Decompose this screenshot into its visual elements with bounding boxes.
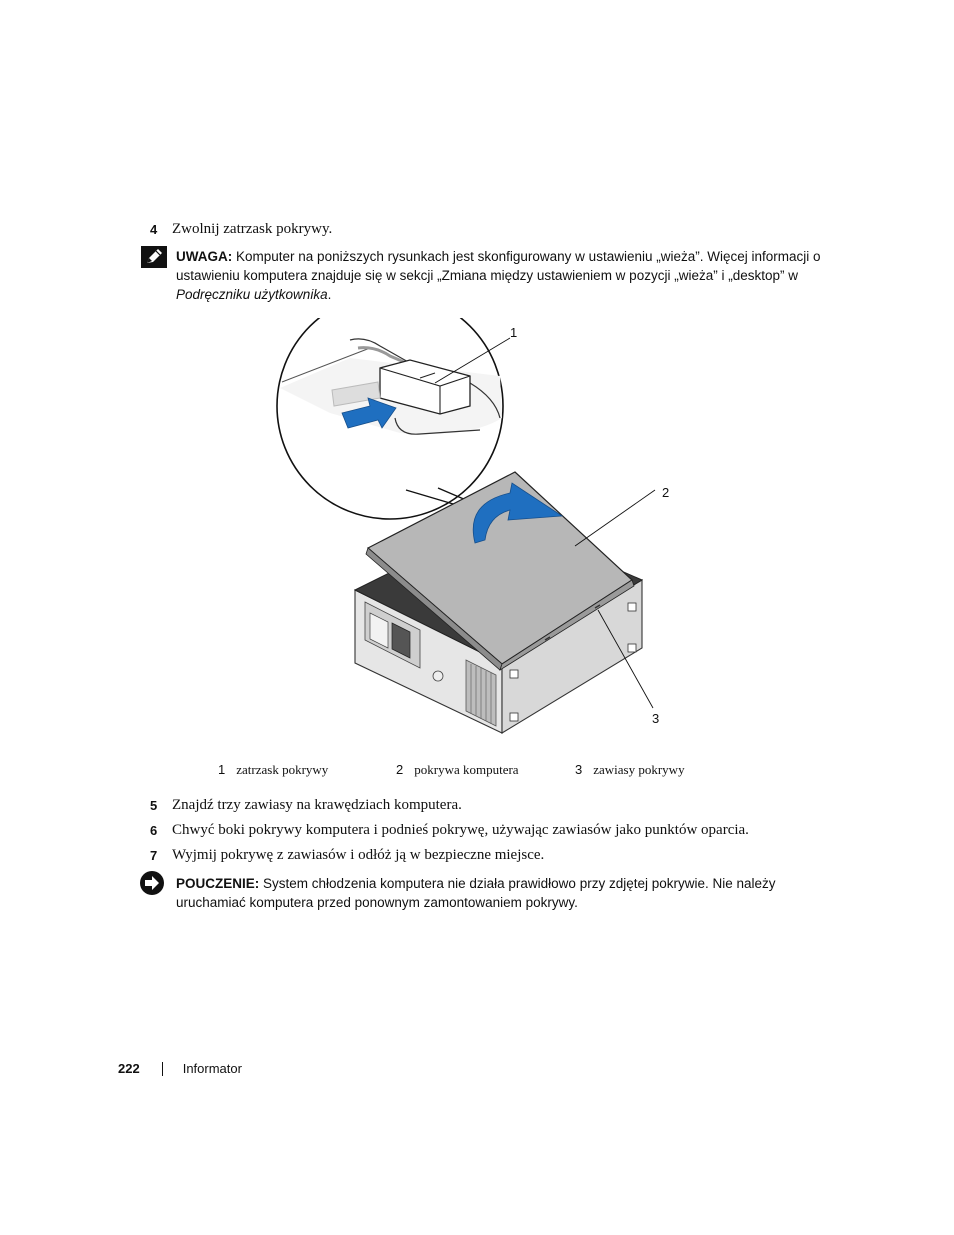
uwaga-text: Komputer na poniższych rysunkach jest skonfigurowany w ustawieniu „wieża”. Więcej informacji o ustawieniu komputera znajduje się w sekcji „Zmiana między ustawieniem w pozycji „wieża” i „desktop” w: [176, 249, 821, 283]
step-4: [150, 221, 332, 238]
footer-divider: [162, 1062, 163, 1076]
step-text: Znajdź trzy zawiasy na krawędziach komputera.: [172, 797, 462, 813]
legend-number: 2: [396, 762, 404, 777]
step-5: [150, 797, 462, 814]
note-pencil-icon: [141, 246, 167, 268]
callout-3: 3: [652, 711, 660, 726]
step-number: 5: [150, 798, 158, 813]
uwaga-label: UWAGA:: [176, 249, 233, 264]
latch-zoom-circle: [277, 318, 503, 519]
pouczenie-text: System chłodzenia komputera nie działa prawidłowo przy zdjętej pokrywie. Nie należy uruchamiać komputera przed ponownym zamontowaniem pokrywy.: [176, 876, 776, 910]
step-7: [150, 847, 544, 864]
step-text: Zwolnij zatrzask pokrywy.: [172, 221, 333, 237]
uwaga-note: [176, 247, 826, 304]
step-number: 6: [150, 823, 158, 838]
computer-illustration: [270, 318, 700, 743]
section-name: Informator: [182, 1061, 242, 1076]
figure-legend: [218, 762, 685, 778]
page-footer: [118, 1061, 242, 1076]
step-6: [150, 822, 749, 839]
pouczenie-label: POUCZENIE:: [176, 876, 260, 891]
notice-arrow-icon: [139, 870, 165, 896]
legend-number: 3: [575, 762, 583, 777]
callout-2: 2: [662, 485, 670, 500]
figure-cover-removal: [270, 318, 700, 743]
legend-label: pokrywa komputera: [414, 762, 519, 777]
legend-number: 1: [218, 762, 226, 777]
step-text: Wyjmij pokrywę z zawiasów i odłóż ją w bezpieczne miejsce.: [172, 847, 545, 863]
uwaga-end: .: [327, 287, 332, 302]
legend-label: zawiasy pokrywy: [593, 762, 685, 777]
pouczenie-note: [176, 874, 806, 912]
step-text: Chwyć boki pokrywy komputera i podnieś pokrywę, używając zawiasów jako punktów oparcia.: [172, 822, 749, 838]
page-number: 222: [118, 1061, 140, 1076]
callout-1: 1: [510, 325, 518, 340]
legend-label: zatrzask pokrywy: [236, 762, 329, 777]
legend-item: [575, 762, 685, 778]
legend-item: [396, 762, 575, 778]
step-number: 7: [150, 848, 158, 863]
uwaga-italic: Podręczniku użytkownika: [176, 287, 328, 302]
legend-item: [218, 762, 396, 778]
step-number: 4: [150, 222, 158, 237]
